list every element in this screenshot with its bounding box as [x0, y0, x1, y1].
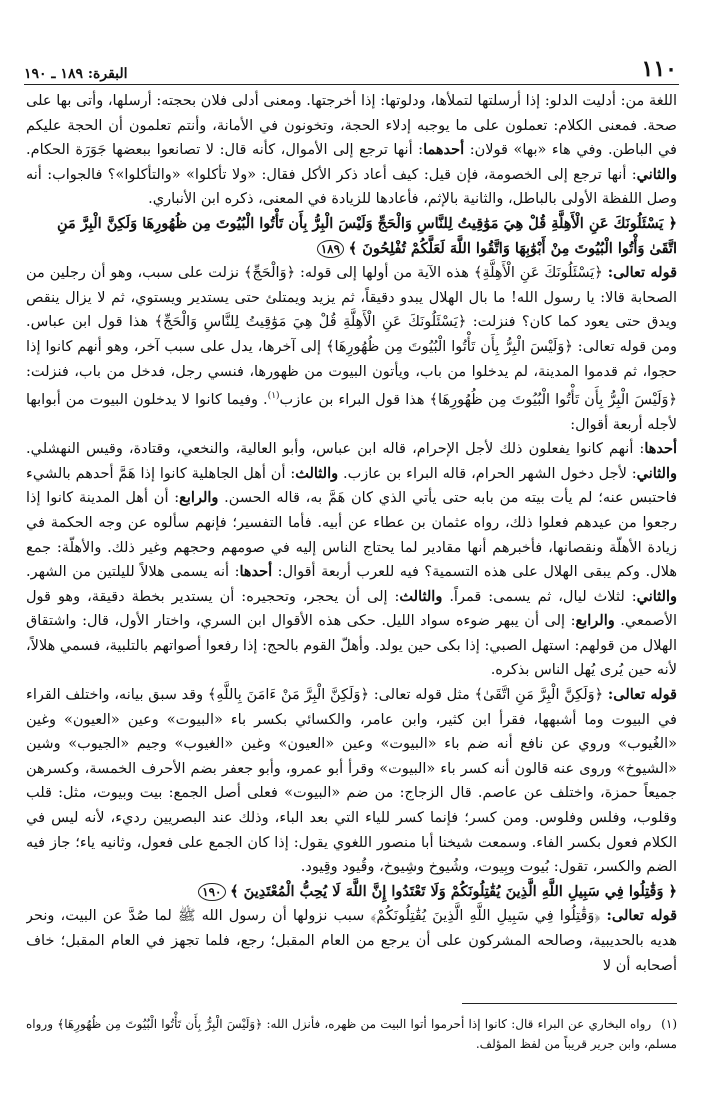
paragraph-commentary-4: قوله تعالى: ﴿وَقَٰتِلُوا فِي سَبِيلِ اللَّهِ الَّذِينَ يُقَٰتِلُونَكُمْ﴾ سبب نزولها أن رسول الله ﷺ لما صُدَّ عن البيت، ونحر هديه بالحديبية، وصالحه المشركون على أن يرجع من العام المقبل؛ رجع، فلما تجهز في العام المقبل؛ خاف أصحابه أن لا — [26, 907, 677, 974]
paragraph-commentary-1: قوله تعالى: ﴿يَسْئَلُونَكَ عَنِ الْأَهِلَّةِ﴾ هذه الآية من أولها إلى قوله: ﴿وَالْحَجِّ﴾ نزلت على سبب، وهو أن رجلين من الصحابة قالا: يا رسول الله! ما بال الهلال يبدو دقيقاً، ثم يزيد ويمتلئ حتى يستدير ويستوي، ثم لا يزال ينقص ويدق حتى يعود كما كان؟ فنزلت: ﴿يَسْئَلُونَكَ عَنِ الْأَهِلَّةِ قُلْ هِيَ مَوَٰقِيتُ لِلنَّاسِ وَالْحَجِّ﴾ هذا قول ابن عباس. ومن قوله تعالى: ﴿وَلَيْسَ الْبِرُّ بِأَن تَأْتُوا الْبُيُوتَ مِن ظُهُورِهَا﴾ إلى آخرها، يدل على سبب آخر، وهو أنهم كانوا إذا حجوا، ثم قدموا المدينة، لم يدخلوا من باب، ويأتون البيوت من ظهورها، فنسي رجل، فدخل من باب، فنزلت: ﴿وَلَيْسَ الْبِرُّ بِأَن تَأْتُوا الْبُيُوتَ مِن ظُهُورِهَا﴾ هذا قول البراء بن عازب$^{(١)}$. وفيما كانوا لا يدخلون البيوت من أبوابها لأجله أربعة أقوال: — [26, 264, 677, 433]
quran-verse-189: ﴿ يَسْئَلُونَكَ عَنِ الْأَهِلَّةِ قُلْ هِيَ مَوَٰقِيتُ لِلنَّاسِ وَالْحَجِّ وَلَيْسَ الْبِرُّ بِأَن تَأْتُوا الْبُيُوتَ مِن ظُهُورِهَا وَلَكِنَّ الْبِرَّ مَنِ اتَّقَىٰ وَأْتُوا الْبُيُوتَ مِنْ أَبْوَٰبِهَا وَاتَّقُوا اللَّهَ لَعَلَّكُمْ تُفْلِحُونَ ﴾ ١٨٩ — [56, 214, 677, 257]
page-header — [24, 52, 677, 82]
footnote-marker: (١) — [661, 1017, 677, 1031]
footnote-ref: (١) — [267, 391, 280, 402]
label-first: أحدهما — [423, 141, 465, 159]
page-number: ١١٠ — [641, 56, 677, 82]
quran-verse-190: ﴿ وَقَٰتِلُوا فِي سَبِيلِ اللَّهِ الَّذِينَ يُقَٰتِلُونَكُمْ وَلَا تَعْتَدُوا إِنَّ اللَّهَ لَا يُحِبُّ الْمُعْتَدِينَ ﴾ ١٩٠ — [26, 880, 677, 905]
footnote-text: رواه البخاري عن البراء قال: كانوا إذا أحرموا أتوا البيت من ظهره، فأنزل الله: ﴿وَلَيْسَ الْبِرُّ بِأَن تَأْتُوا الْبُيُوتَ مِن ظُهُورِهَا﴾ ورواه مسلم، وابن جرير قريباً من لفظ المؤلف. — [26, 1017, 677, 1051]
ayah-number: ١٨٩ — [317, 240, 344, 258]
paragraph-lexical: اللغة من: أدليت الدلو: إذا أرسلتها لتملأها، ودلوتها: إذا أخرجتها. ومعنى أدلى فلان بحجته: أرسلها، وأتى بها على صحة. فمعنى الكلام: تعملون على ما يوجبه إدلاء الحجة، وتخونون في الأمانة، وأنتم تعلمون أن الحجة عليكم في الباطن. وفي هاء «بها» قولان: أحدهما: أنها ترجع إلى الأموال، كأنه قال: لا تصانعوا ببعضها جَوَرَة الحكام. والثاني: أنها ترجع إلى الخصومة، فإن قيل: كيف أعاد ذكر الأكل فقال: «ولا تأكلوا» «والتأكلوا»؟ فالجواب: أنه وصل اللفظة الأولى بالباطل، والثانية بالإثم، فأعادها للزيادة في المعنى، ذكره ابن الأنباري. — [26, 93, 677, 208]
footnote-rule — [462, 1003, 677, 1004]
paragraph-commentary-3: قوله تعالى: ﴿وَلَكِنَّ الْبِرَّ مَنِ اتَّقَىٰ﴾ مثل قوله تعالى: ﴿وَلَكِنَّ الْبِرَّ مَنْ ءَامَنَ بِاللَّهِ﴾ وقد سبق بيانه، واختلف القراء في البيوت وما أشبهها، فقرأ ابن كثير، وابن عامر، والكسائي بكسر باء «البيوت» وعين «العيون» وغين «الغُيوب» وروي عن نافع أنه ضم باء «البيوت» وعين «العيون» وغين «الغيوب» وجيم «الجيوب» وشين «الشيوخ» وروى عنه قالون أنه كسر باء «البيوت» وقرأ أبو عمرو، وأبو جعفر بضم الأحرف الخمسة، وكسرهن جميعاً حمزة، واختلف عن عاصم. قال الزجاج: من ضم «البيوت» فعلى أصل الجمع: بيت وبيوت، مثل: قلب وقلوب، وفلس وفلوس. ومن كسر؛ فإنما كسر للياء التي بعد الباء، وذلك عند البصريين رديء، لأنه ليس في الكلام فعول بكسر الفاء. وسمعت شيخنا أبا منصور اللغوي يقول: إذا كان الجمع على فعول، وثانيه ياء؛ جاز فيه الضم والكسر، تقول: بُيوت وبِيوت، وشُيوخ وشِيوخ، وقُيود وقِيود. — [26, 686, 677, 876]
footnote — [26, 1014, 677, 1054]
running-title: البقرة: ١٨٩ ـ ١٩٠ — [24, 66, 128, 82]
paragraph-commentary-2: أحدها: أنهم كانوا يفعلون ذلك لأجل الإحرام، قاله ابن عباس، وأبو العالية، والنخعي، وقتادة، وقيس النهشلي. والثاني: لأجل دخول الشهر الحرام، قاله البراء بن عازب. والثالث: أن أهل الجاهلية كانوا إذا هَمَّ أحدهم بالشيء فاحتبس عنه؛ لم يأت بيته من بابه حتى يأتي الذي كان هَمَّ به، قاله الحسن. والرابع: أن أهل المدينة كانوا إذا رجعوا من عيدهم فعلوا ذلك، رواه عثمان بن عطاء عن أبيه. فأما التفسير؛ فإنهم سألوه عن وجه الحكمة في زيادة الأهلّة ونقصانها، فأخبرهم أنها مقادير لما يحتاج الناس إليه في صومهم وحجهم وغير ذلك. والأهلّة: جمع هلال. وكم يبقى الهلال على هذه التسمية؟ فيه للعرب أربعة أقوال: أحدها: أنه يسمى هلالاً لليلتين من الشهر. والثاني: لثلاث ليال، ثم يسمى: قمراً. والثالث: إلى أن يحجر، وتحجيره: أن يستدير بخطة دقيقة، وهو قول الأصمعي. والرابع: إلى أن يبهر ضوءه سواد الليل. حكى هذه الأقوال ابن السري، واختار الأول، قال: واشتقاق الهلال من قولهم: استهل الصبي: إذا بكى حين يولد. وأهلّ القوم بالحج: إذا رفعوا أصواتهم بالتلبية، فسمي هلالاً، لأنه حين يُرى يُهل الناس بذكره. — [26, 440, 677, 679]
label-second: والثاني — [636, 165, 677, 183]
label-qawluhu: قوله تعالى: — [607, 264, 677, 282]
header-rule — [24, 84, 679, 85]
page-body — [26, 89, 677, 989]
ayah-number: ١٩٠ — [198, 883, 225, 901]
